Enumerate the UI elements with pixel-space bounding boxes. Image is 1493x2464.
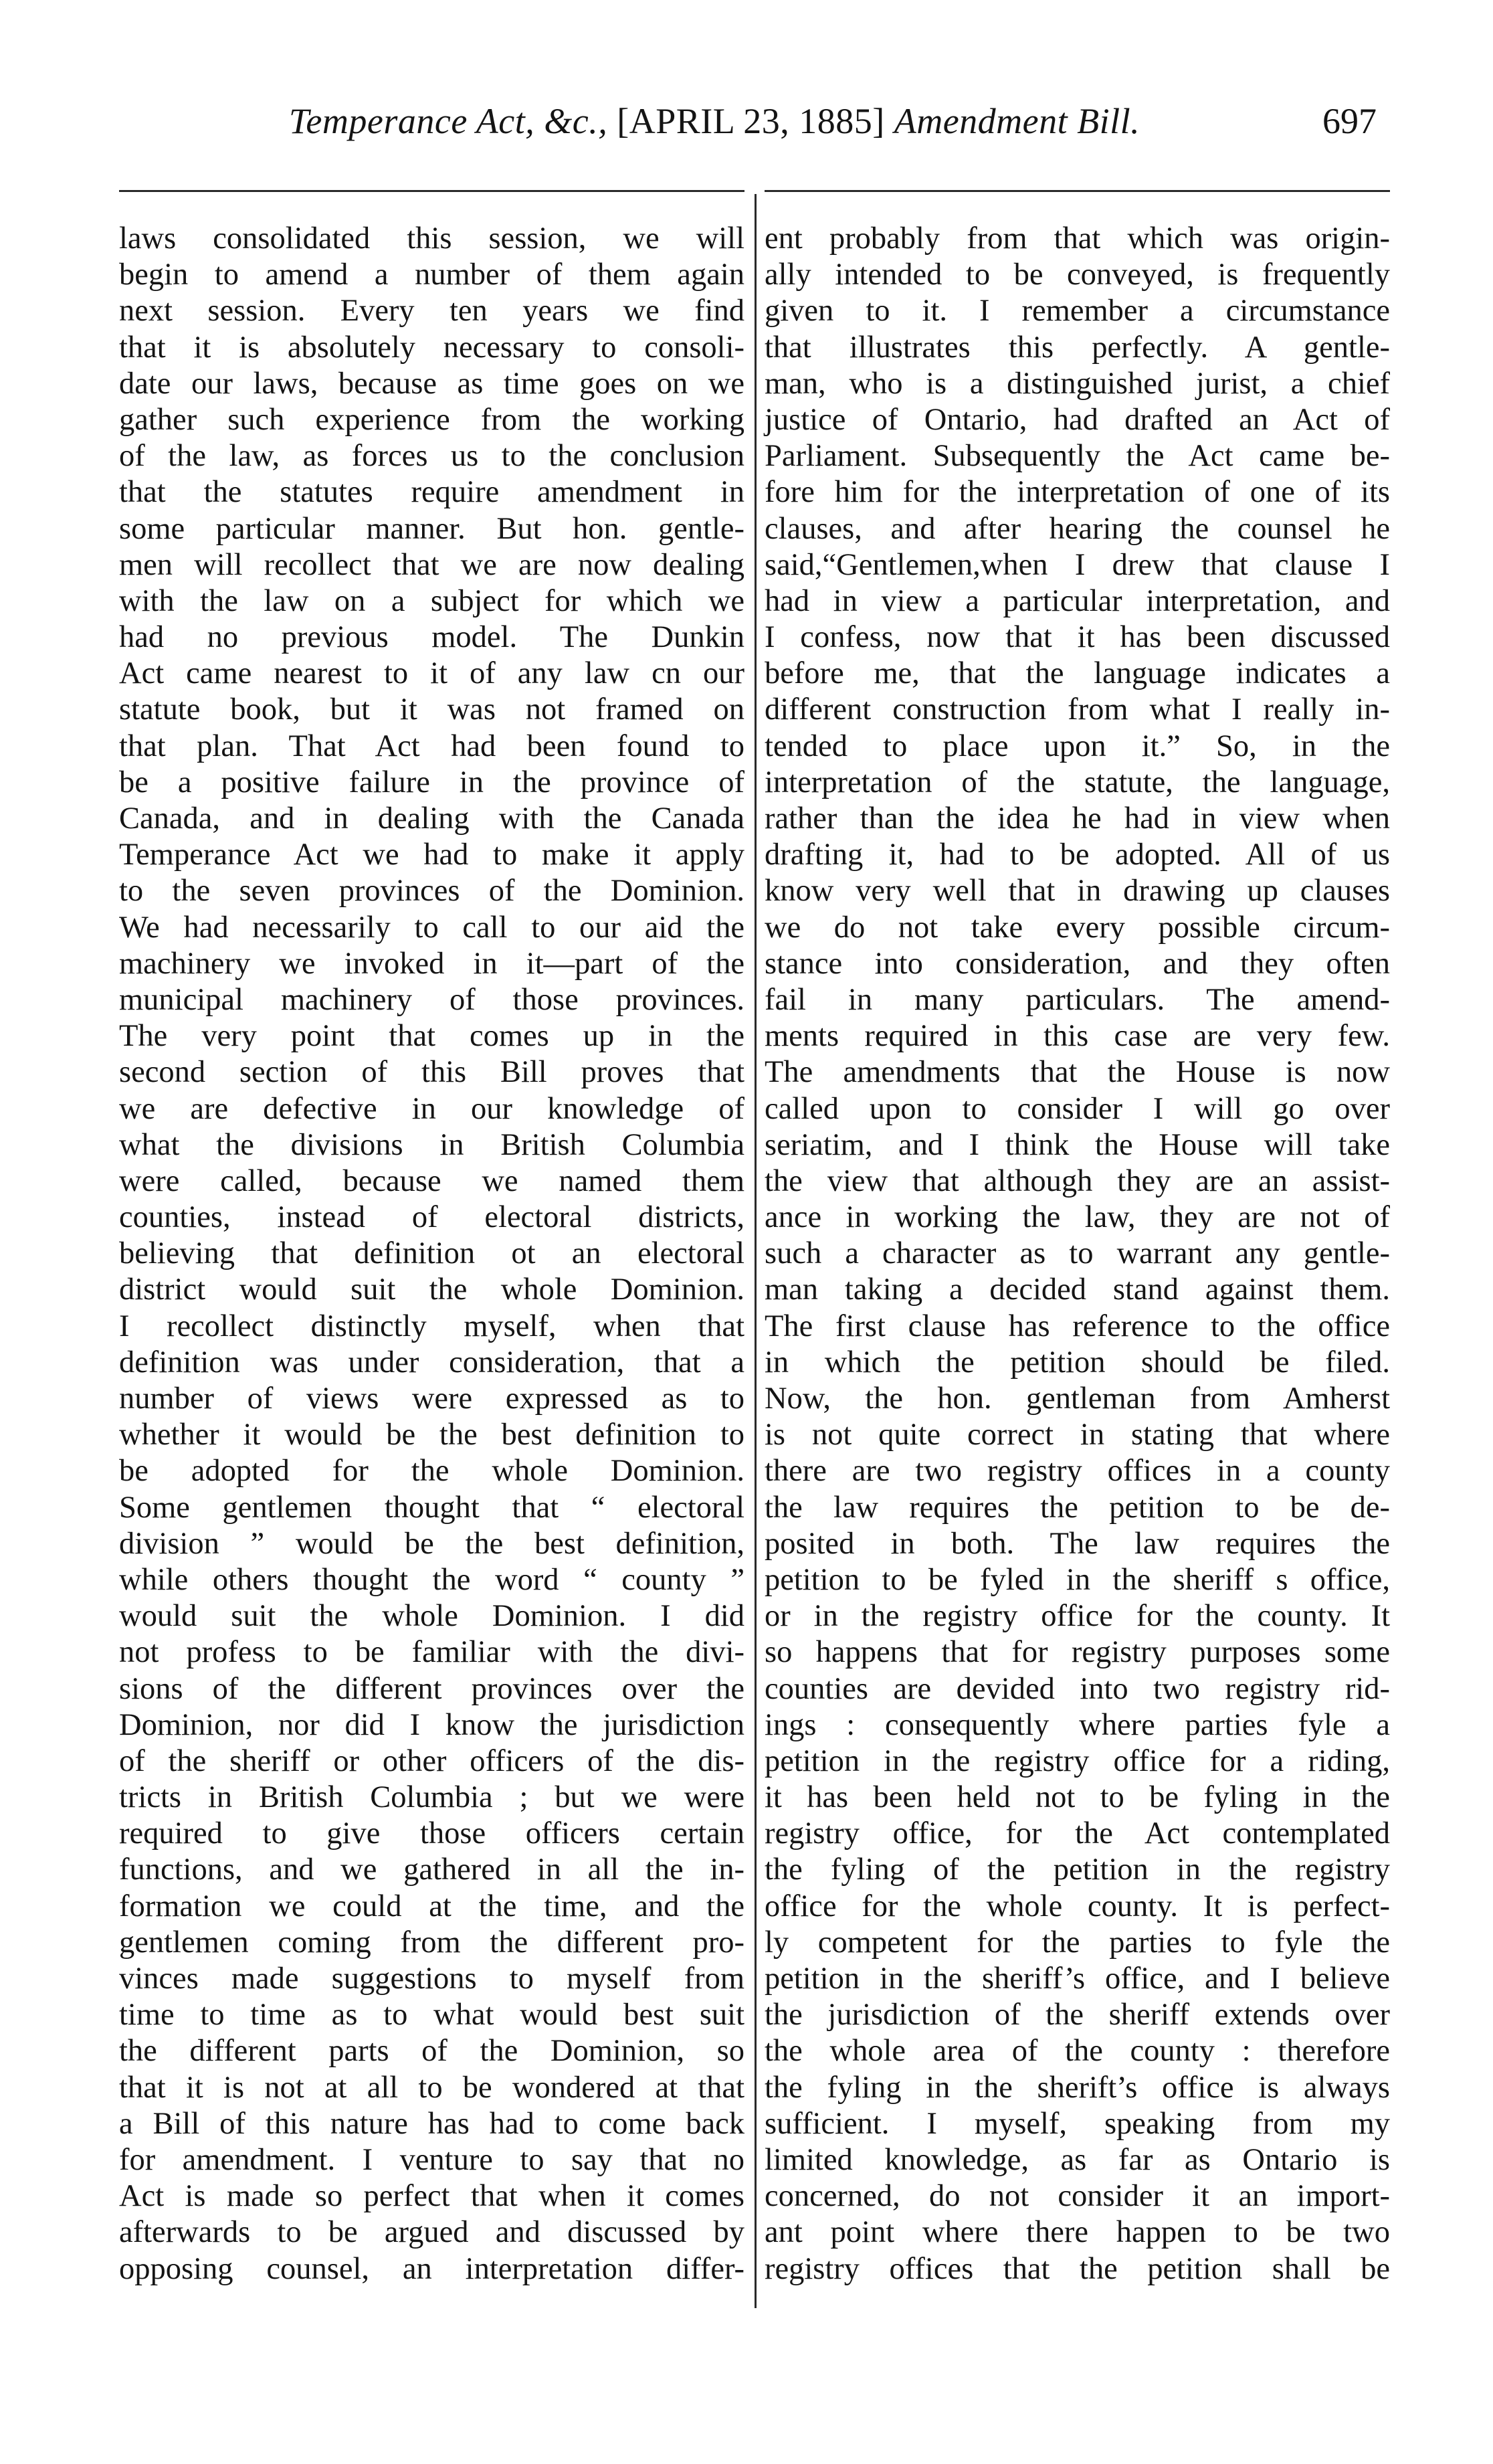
text-line: there are two registry offices in a county: [765, 1454, 1390, 1489]
text-line: gentlemen coming from the different pro-: [119, 1925, 744, 1960]
text-line: registry office, for the Act contemplated: [765, 1816, 1390, 1851]
text-line: Canada, and in dealing with the Canada: [119, 801, 744, 836]
text-line: that illustrates this perfectly. A gentle-: [765, 330, 1390, 365]
text-line: formation we could at the time, and the: [119, 1889, 744, 1923]
text-line: date our laws, because as time goes on we: [119, 366, 744, 401]
text-line: Act came nearest to it of any law cn our: [119, 656, 744, 691]
text-line: ent probably from that which was origin-: [765, 221, 1390, 256]
text-line: The amendments that the House is now: [765, 1055, 1390, 1090]
text-line: I confess, now that it has been discussed: [765, 620, 1390, 655]
text-line: the whole area of the county : therefore: [765, 2034, 1390, 2069]
text-line: The very point that comes up in the: [119, 1019, 744, 1054]
text-line: the different parts of the Dominion, so: [119, 2034, 744, 2069]
text-line: required to give those officers certain: [119, 1816, 744, 1851]
text-line: the fyling of the petition in the registry: [765, 1853, 1390, 1887]
right-column: [765, 221, 1390, 2287]
running-head-title-left: Temperance Act, &c.,: [288, 101, 608, 141]
text-line: it has been held not to be fyling in the: [765, 1780, 1390, 1815]
text-line: the fyling in the sherift’s office is always: [765, 2070, 1390, 2105]
text-line: know very well that in drawing up clauses: [765, 874, 1390, 909]
text-line: of the law, as forces us to the conclusion: [119, 439, 744, 474]
text-line: district would suit the whole Dominion.: [119, 1272, 744, 1307]
text-line: the law requires the petition to be de-: [765, 1490, 1390, 1525]
text-line: counties, instead of electoral districts,: [119, 1200, 744, 1235]
text-line: laws consolidated this session, we will: [119, 221, 744, 256]
text-line: while others thought the word “ county ”: [119, 1562, 744, 1597]
text-line: men will recollect that we are now dealing: [119, 547, 744, 582]
text-line: of the sheriff or other officers of the dis-: [119, 1743, 744, 1778]
text-line: different construction from what I really in-: [765, 692, 1390, 727]
text-line: Now, the hon. gentleman from Amherst: [765, 1382, 1390, 1416]
text-line: would suit the whole Dominion. I did: [119, 1599, 744, 1634]
header-rule-right: [765, 190, 1390, 192]
text-line: be a positive failure in the province of: [119, 765, 744, 799]
text-line: fail in many particulars. The amend-: [765, 982, 1390, 1017]
text-line: limited knowledge, as far as Ontario is: [765, 2142, 1390, 2177]
text-line: said,“Gentlemen,when I drew that clause I: [765, 547, 1390, 582]
text-line: stance into consideration, and they often: [765, 946, 1390, 981]
text-line: The first clause has reference to the office: [765, 1309, 1390, 1343]
text-line: I recollect distinctly myself, when that: [119, 1309, 744, 1343]
text-line: Some gentlemen thought that “ electoral: [119, 1490, 744, 1525]
text-line: gather such experience from the working: [119, 402, 744, 437]
text-line: We had necessarily to call to our aid the: [119, 910, 744, 945]
text-line: seriatim, and I think the House will take: [765, 1127, 1390, 1162]
text-line: drafting it, had to be adopted. All of us: [765, 838, 1390, 872]
text-line: so happens that for registry purposes some: [765, 1635, 1390, 1670]
left-column: [119, 221, 744, 2287]
text-line: ally intended to be conveyed, is frequently: [765, 258, 1390, 292]
text-line: clauses, and after hearing the counsel he: [765, 511, 1390, 546]
text-line: functions, and we gathered in all the in-: [119, 1853, 744, 1887]
text-line: machinery we invoked in it—part of the: [119, 946, 744, 981]
text-line: believing that definition ot an electoral: [119, 1236, 744, 1271]
text-line: some particular manner. But hon. gentle-: [119, 511, 744, 546]
text-line: petition in the sheriff’s office, and I believe: [765, 1962, 1390, 1996]
text-line: ly competent for the parties to fyle the: [765, 1925, 1390, 1960]
text-line: be adopted for the whole Dominion.: [119, 1454, 744, 1489]
header-rule-left: [119, 190, 744, 192]
running-head: [119, 100, 1377, 151]
text-line: were called, because we named them: [119, 1163, 744, 1198]
text-line: Parliament. Subsequently the Act came be-: [765, 439, 1390, 474]
text-line: given to it. I remember a circumstance: [765, 294, 1390, 328]
text-line: had in view a particular interpretation, and: [765, 583, 1390, 618]
page-number: 697: [1322, 101, 1377, 141]
text-line: rather than the idea he had in view when: [765, 801, 1390, 836]
text-line: that it is absolutely necessary to consoli-: [119, 330, 744, 365]
text-line: Dominion, nor did I know the jurisdiction: [119, 1707, 744, 1742]
text-line: posited in both. The law requires the: [765, 1526, 1390, 1561]
text-line: concerned, do not consider it an import-: [765, 2179, 1390, 2214]
text-line: registry offices that the petition shall be: [765, 2251, 1390, 2286]
text-line: next session. Every ten years we find: [119, 294, 744, 328]
text-line: vinces made suggestions to myself from: [119, 1962, 744, 1996]
text-line: opposing counsel, an interpretation differ-: [119, 2251, 744, 2286]
running-head-title: [186, 100, 1243, 142]
text-line: what the divisions in British Columbia: [119, 1127, 744, 1162]
text-line: with the law on a subject for which we: [119, 583, 744, 618]
text-line: ant point where there happen to be two: [765, 2215, 1390, 2250]
text-line: tended to place upon it.” So, in the: [765, 729, 1390, 763]
text-line: interpretation of the statute, the language,: [765, 765, 1390, 799]
text-line: we do not take every possible circum-: [765, 910, 1390, 945]
text-line: number of views were expressed as to: [119, 1382, 744, 1416]
text-line: that plan. That Act had been found to: [119, 729, 744, 763]
running-head-date: [APRIL 23, 1885]: [617, 101, 885, 141]
text-line: Act is made so perfect that when it comes: [119, 2179, 744, 2214]
text-line: called upon to consider I will go over: [765, 1091, 1390, 1126]
text-line: in which the petition should be filed.: [765, 1345, 1390, 1380]
text-line: a Bill of this nature has had to come back: [119, 2106, 744, 2141]
text-line: tricts in British Columbia ; but we were: [119, 1780, 744, 1815]
text-line: is not quite correct in stating that where: [765, 1418, 1390, 1452]
text-line: begin to amend a number of them again: [119, 258, 744, 292]
text-line: sufficient. I myself, speaking from my: [765, 2106, 1390, 2141]
text-line: fore him for the interpretation of one of its: [765, 475, 1390, 510]
text-line: that it is not at all to be wondered at that: [119, 2070, 744, 2105]
text-line: for amendment. I venture to say that no: [119, 2142, 744, 2177]
text-line: man, who is a distinguished jurist, a chief: [765, 366, 1390, 401]
running-head-title-right: Amendment Bill.: [894, 101, 1140, 141]
text-line: afterwards to be argued and discussed by: [119, 2215, 744, 2250]
text-line: the jurisdiction of the sheriff extends over: [765, 1998, 1390, 2032]
text-line: that the statutes require amendment in: [119, 475, 744, 510]
text-line: man taking a decided stand against them.: [765, 1272, 1390, 1307]
text-line: justice of Ontario, had drafted an Act of: [765, 402, 1390, 437]
text-line: municipal machinery of those provinces.: [119, 982, 744, 1017]
text-line: second section of this Bill proves that: [119, 1055, 744, 1090]
text-line: time to time as to what would best suit: [119, 1998, 744, 2032]
text-line: sions of the different provinces over the: [119, 1671, 744, 1706]
text-line: division ” would be the best definition,: [119, 1526, 744, 1561]
text-line: had no previous model. The Dunkin: [119, 620, 744, 655]
text-line: office for the whole county. It is perfect-: [765, 1889, 1390, 1923]
text-line: petition to be fyled in the sheriff s office,: [765, 1562, 1390, 1597]
text-line: statute book, but it was not framed on: [119, 692, 744, 727]
text-line: not profess to be familiar with the divi-: [119, 1635, 744, 1670]
text-line: to the seven provinces of the Dominion.: [119, 874, 744, 909]
text-line: before me, that the language indicates a: [765, 656, 1390, 691]
text-line: petition in the registry office for a riding,: [765, 1743, 1390, 1778]
column-divider: [755, 194, 757, 2308]
text-line: the view that although they are an assist-: [765, 1163, 1390, 1198]
text-line: or in the registry office for the county. It: [765, 1599, 1390, 1634]
text-line: ments required in this case are very few.: [765, 1019, 1390, 1054]
text-line: ance in working the law, they are not of: [765, 1200, 1390, 1235]
text-line: counties are devided into two registry rid-: [765, 1671, 1390, 1706]
text-line: definition was under consideration, that a: [119, 1345, 744, 1380]
text-line: ings : consequently where parties fyle a: [765, 1707, 1390, 1742]
text-line: such a character as to warrant any gentle-: [765, 1236, 1390, 1271]
text-line: whether it would be the best definition to: [119, 1418, 744, 1452]
text-line: we are defective in our knowledge of: [119, 1091, 744, 1126]
text-line: Temperance Act we had to make it apply: [119, 838, 744, 872]
